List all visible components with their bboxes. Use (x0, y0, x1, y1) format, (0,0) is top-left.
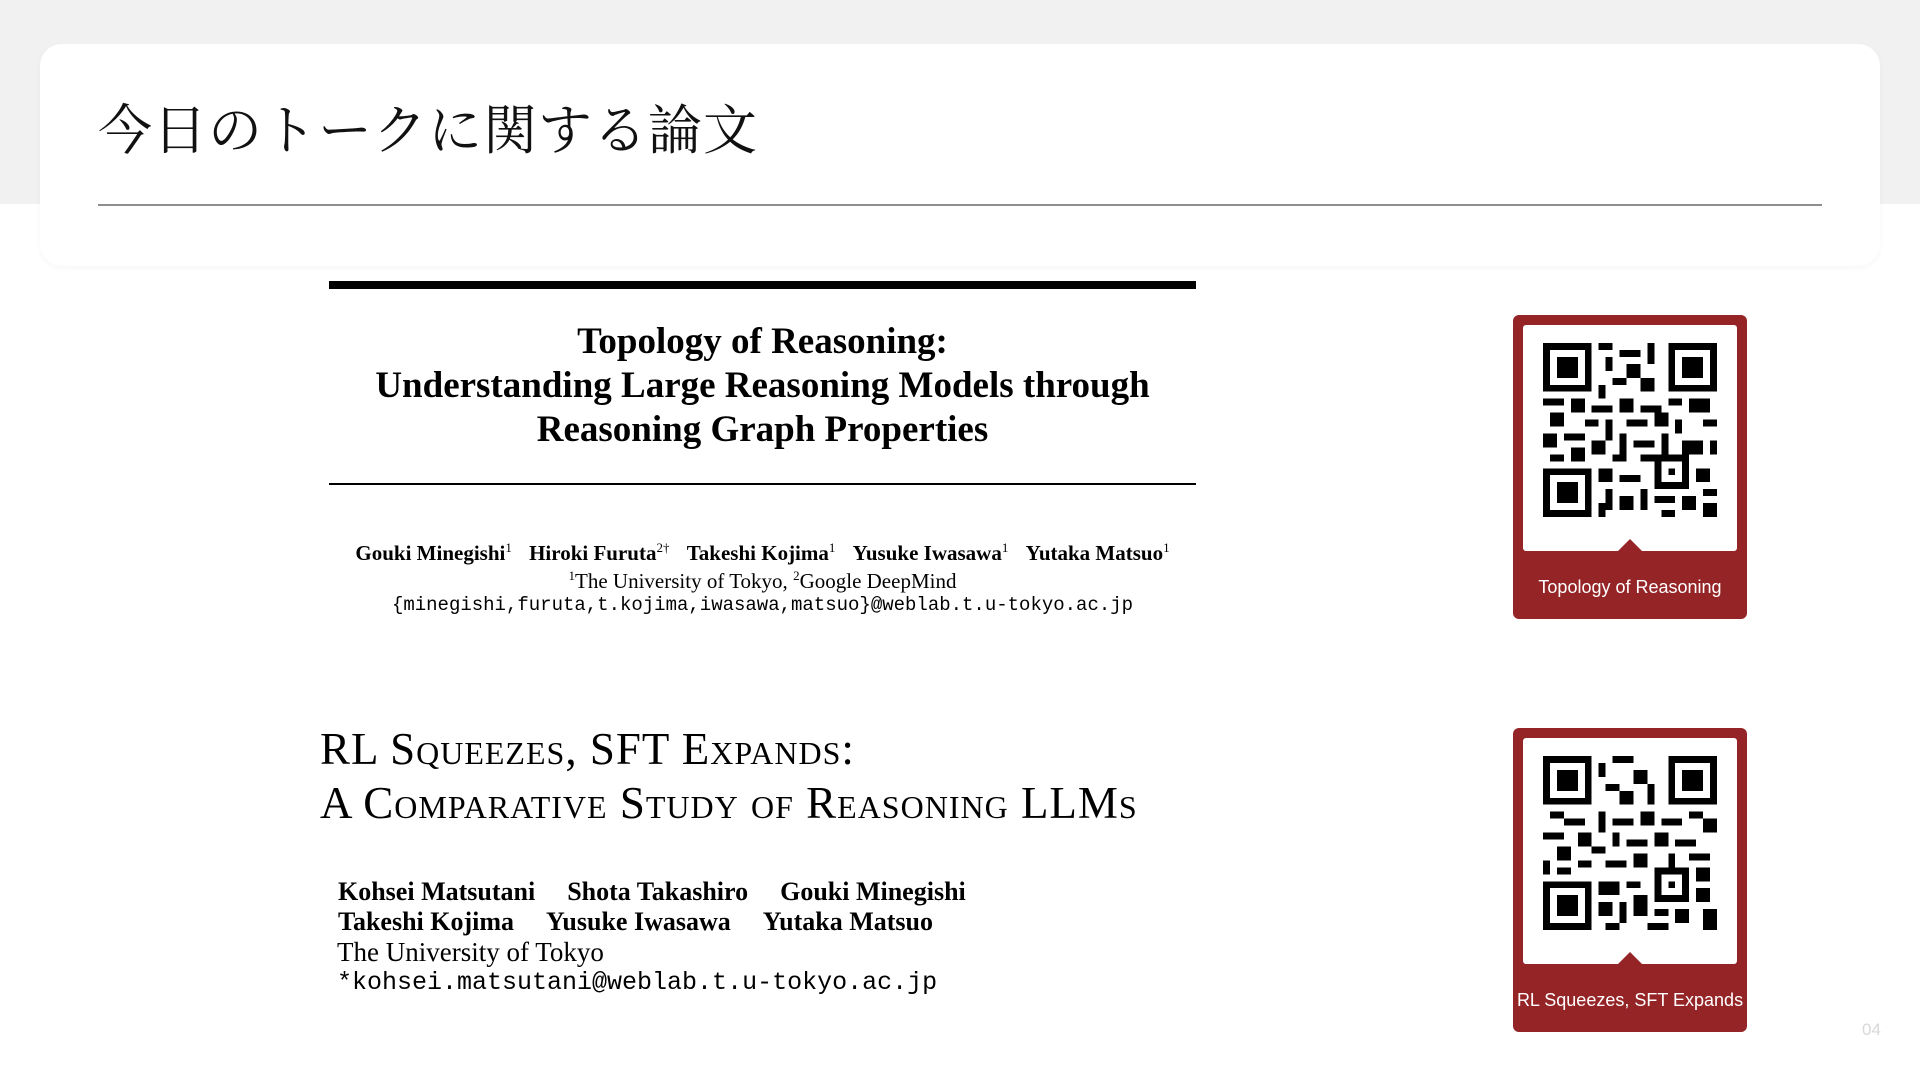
paper1-title (329, 320, 1196, 452)
qr-card-pointer (1618, 539, 1642, 551)
paper1-title-line: Topology of Reasoning: (577, 321, 948, 362)
qr-code-icon[interactable] (1543, 343, 1717, 517)
paper2-title (320, 722, 1138, 830)
qr-card-pointer (1618, 952, 1642, 964)
paper2-author: Shota Takashiro (567, 877, 749, 906)
paper2-author: Yusuke Iwasawa (546, 907, 731, 936)
title-divider (98, 204, 1822, 206)
paper2-author: Kohsei Matsutani (338, 877, 536, 906)
paper2-title-line: RL Squeezes, SFT Expands: (320, 724, 855, 774)
qr-card-topology[interactable] (1513, 315, 1747, 619)
paper2-title-line: A Comparative Study of Reasoning LLMs (320, 778, 1138, 828)
paper2-author: Takeshi Kojima (338, 907, 515, 936)
paper2-authors (338, 877, 966, 937)
paper1-title-line: Reasoning Graph Properties (536, 409, 989, 450)
paper2-author-row (338, 907, 966, 937)
paper2-author-row (338, 877, 966, 907)
slide-title: 今日のトークに関する論文 (98, 99, 758, 162)
paper1-title-line: Understanding Large Reasoning Models through (375, 365, 1150, 406)
paper1-authors (329, 540, 1196, 566)
paper1-top-rule (329, 281, 1196, 289)
qr-card-rl-squeezes[interactable] (1513, 728, 1747, 1032)
paper1-author: Yusuke Iwasawa$^1$ (852, 540, 1009, 565)
paper1-author: Hiroki Furuta$^{2\dagger}$ (529, 540, 670, 565)
paper1-author: Gouki Minegishi$^1$ (355, 540, 512, 565)
paper1-author: Yutaka Matsuo$^1$ (1025, 540, 1170, 565)
qr-card-caption: Topology of Reasoning (1538, 577, 1722, 597)
paper2-author: Gouki Minegishi (780, 877, 966, 906)
page-number: 04 (1862, 1020, 1881, 1039)
qr-card-caption: RL Squeezes, SFT Expands (1516, 990, 1744, 1010)
paper2-author: Yutaka Matsuo (762, 907, 933, 936)
paper1-affiliations: $^1$The University of Tokyo, $^2$Google DeepMind (568, 568, 957, 593)
paper2-email: *kohsei.matsutani@weblab.t.u-tokyo.ac.jp (337, 968, 938, 997)
paper1-email: {minegishi,furuta,t.kojima,iwasawa,matsuo}@weblab.t.u-tokyo.ac.jp (391, 594, 1134, 616)
paper1-author: Takeshi Kojima$^1$ (686, 540, 836, 565)
qr-code-icon[interactable] (1543, 756, 1717, 930)
paper1-bottom-rule (329, 483, 1196, 485)
paper2-affiliation: The University of Tokyo (337, 937, 604, 967)
